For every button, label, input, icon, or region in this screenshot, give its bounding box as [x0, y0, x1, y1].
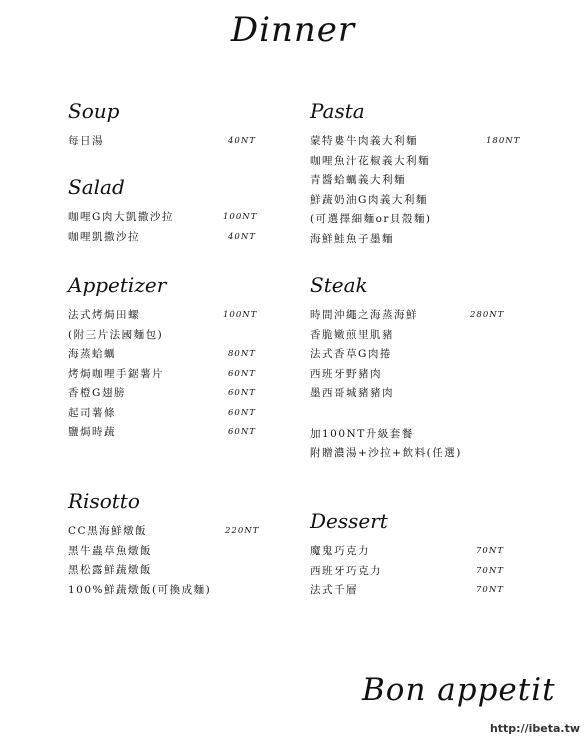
menu-item: [310, 210, 550, 230]
note-text: 附贈濃湯+沙拉+飲料(任選): [310, 447, 462, 459]
menu-item: [310, 365, 550, 385]
upgrade-note: [310, 444, 550, 464]
item-name: 鹽焗時蔬: [68, 426, 116, 438]
item-name: 黑松露鮮蔬燉飯: [68, 564, 152, 576]
note-text: 加100NT升級套餐: [310, 427, 414, 440]
section-steak: [310, 274, 550, 464]
section-appetizer: [68, 274, 268, 443]
menu-item: [68, 423, 268, 443]
menu-item: [68, 365, 268, 385]
menu-item: [68, 384, 268, 404]
item-price: 60NT: [228, 388, 256, 398]
item-price: 220NT: [225, 526, 260, 536]
menu-item: [68, 522, 288, 542]
item-price: 180NT: [486, 136, 521, 146]
item-name: 100%鮮蔬燉飯(可換成麵): [68, 583, 212, 596]
menu-item: [68, 542, 288, 562]
menu-item: [310, 345, 550, 365]
menu-item: [310, 326, 550, 346]
section-title-dessert: Dessert: [310, 509, 388, 533]
menu-item: [68, 326, 268, 346]
item-name: 青醬蛤蠣義大利麵: [310, 174, 406, 186]
menu-item: [68, 345, 268, 365]
item-price: 40NT: [228, 231, 256, 242]
item-name: 香橙G翅膀: [68, 387, 126, 399]
menu-item: [310, 171, 550, 191]
section-dessert: [310, 510, 550, 601]
item-name: 法式千層: [310, 584, 358, 596]
item-name: 黑牛蟲草魚燉飯: [68, 544, 152, 557]
menu-item: [310, 562, 550, 582]
item-name: (可選擇細麵or貝殼麵): [310, 213, 432, 225]
item-name: 香脆嫩煎里肌豬: [310, 328, 394, 341]
item-price: 70NT: [476, 546, 504, 556]
item-name: 海鮮鮭魚子墨麵: [310, 232, 394, 245]
item-price: 280NT: [470, 310, 505, 320]
menu-item: [68, 228, 268, 248]
section-title-risotto: Risotto: [68, 489, 140, 513]
menu-item: [310, 306, 550, 326]
upgrade-note: [310, 425, 550, 445]
item-name: 咖哩G肉大凱撒沙拉: [68, 211, 174, 223]
item-price: 60NT: [228, 407, 256, 418]
item-name: 魔鬼巧克力: [310, 545, 370, 557]
item-name: 蒙特婁牛肉義大利麵: [310, 135, 418, 147]
item-name: 咖哩凱撒沙拉: [68, 230, 140, 243]
item-name: 西班牙巧克力: [310, 564, 382, 577]
item-price: 100NT: [223, 310, 258, 320]
item-price: 70NT: [476, 585, 504, 595]
item-name: 烤焗咖哩手鋸薯片: [68, 367, 164, 380]
menu-item: [68, 581, 288, 601]
item-price: 40NT: [228, 136, 256, 146]
item-name: 法式烤焗田螺: [68, 309, 140, 321]
menu-item: [68, 561, 288, 581]
item-name: 西班牙野豬肉: [310, 367, 382, 380]
menu-item: [310, 152, 550, 172]
menu-item: [68, 306, 268, 326]
item-name: 起司薯條: [68, 406, 116, 419]
item-price: 70NT: [476, 565, 504, 576]
menu-item: [310, 230, 550, 250]
menu-item: [68, 208, 268, 228]
item-price: 60NT: [228, 368, 256, 379]
item-name: 法式香草G肉捲: [310, 348, 392, 360]
closing-signature: Bon appetit: [362, 672, 556, 708]
item-name: 每日湯: [68, 135, 104, 147]
menu-item: [310, 581, 550, 601]
item-name: 咖哩魚汁花椒義大利麵: [310, 154, 430, 167]
menu-item: [310, 542, 550, 562]
menu-title: Dinner: [230, 10, 356, 50]
item-name: 墨西哥城豬豬肉: [310, 387, 394, 399]
item-price: 80NT: [228, 349, 256, 359]
menu-item: [68, 404, 268, 424]
item-name: 海蒸蛤蠣: [68, 348, 116, 360]
section-risotto: [68, 490, 288, 600]
section-title-soup: Soup: [68, 99, 120, 123]
menu-item: [310, 384, 550, 404]
section-title-appetizer: Appetizer: [68, 273, 167, 297]
item-name: (附三片法國麵包): [68, 328, 164, 341]
section-salad: [68, 176, 268, 247]
item-price: 60NT: [228, 427, 256, 437]
item-name: CC黑海鮮燉飯: [68, 525, 148, 537]
menu-item: [68, 132, 268, 152]
watermark: http://ibeta.tw: [489, 722, 580, 735]
section-title-steak: Steak: [310, 273, 368, 297]
menu-item: [310, 132, 550, 152]
section-title-salad: Salad: [68, 175, 125, 199]
item-name: 鮮蔬奶油G肉義大利麵: [310, 193, 428, 206]
section-pasta: [310, 100, 550, 249]
section-title-pasta: Pasta: [310, 99, 365, 123]
menu-item: [310, 191, 550, 211]
section-soup: [68, 100, 268, 152]
item-name: 時間沖繩之海蒸海鮮: [310, 309, 418, 321]
spacer: [310, 404, 550, 425]
item-price: 100NT: [223, 212, 258, 222]
